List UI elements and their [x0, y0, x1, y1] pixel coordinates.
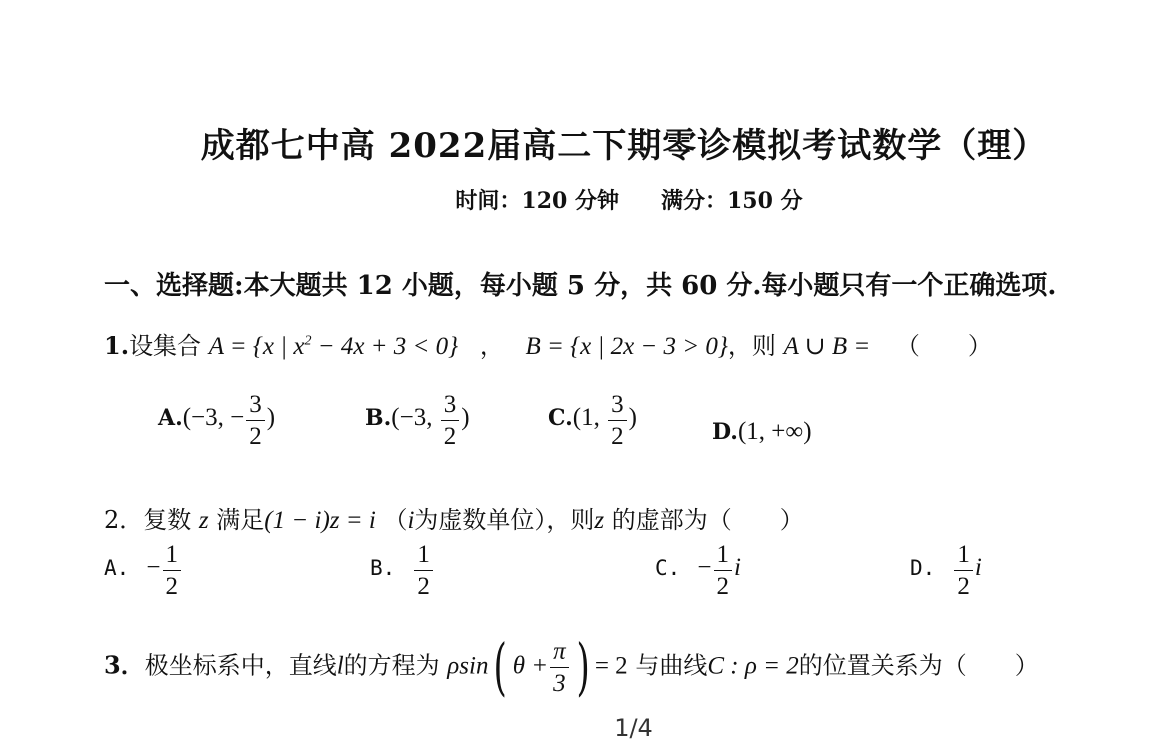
question-number: 2．复数: [104, 506, 192, 534]
q2-option-b: B. $\frac{1}{2}$: [370, 542, 435, 599]
page-number: 1/4: [614, 714, 653, 742]
option-label: B.: [365, 405, 392, 431]
page-title: 成都七中高 2022届高二下期零诊模拟考试数学（理）: [200, 126, 1048, 166]
option-label: D.: [910, 556, 936, 580]
q2-option-d: D. $\frac{1}{2}$ i: [910, 541, 982, 600]
question-text: ，则: [727, 332, 776, 360]
answer-paren: （ ）: [895, 332, 992, 360]
set-b: B = {x | 2x − 3 > 0}: [525, 333, 728, 360]
q2-option-a: A. − $\frac{1}{2}$: [104, 542, 183, 599]
question-2: 2．复数 z 满足(1 − i)z = i （i为虚数单位），则z 的虚部为（ ）: [104, 506, 804, 534]
q1-option-b: B.(−3, $\frac{3}{2}$ ): [365, 391, 470, 450]
exam-time: 时间：120 分钟: [455, 188, 619, 214]
q1-option-d: D.(1, +∞): [712, 418, 812, 445]
option-label: C.: [548, 405, 573, 431]
section-heading: 一、选择题:本大题共 12 小题，每小题 5 分，共 60 分.每小题只有一个正确选项.: [104, 271, 1057, 301]
q2-option-c: C. − $\frac{1}{2}$ i: [655, 541, 741, 600]
exam-info: [0, 184, 1175, 215]
curve-equation: C : ρ = 2: [707, 652, 799, 680]
question-1: [104, 326, 992, 361]
option-label: D.: [712, 419, 738, 445]
exam-score: 满分：150 分: [661, 188, 803, 214]
option-label: A.: [158, 405, 183, 431]
equation: (1 − i)z = i: [264, 507, 376, 534]
separator: ，: [479, 332, 504, 360]
polar-equation: ρsin: [447, 652, 489, 680]
question-number: 1.: [104, 331, 130, 360]
set-a: A = {x | $x^2 - 4x + 3 < 0$}: [208, 333, 459, 360]
option-label: C.: [655, 556, 681, 580]
question-number: 3．: [104, 650, 145, 680]
option-label: A.: [104, 556, 130, 580]
q1-option-c: C.(1, $\frac{3}{2}$ ): [548, 391, 637, 450]
q1-option-a: A.(−3, − $\frac{3}{2}$ ): [158, 391, 276, 450]
option-label: B.: [370, 556, 396, 580]
union-expr: A ∪ B =: [783, 333, 871, 360]
question-text: 设集合: [129, 332, 202, 360]
question-3: 3．极坐标系中，直线l的方程为 ρsin( θ + $\frac{\pi}{3}$ ) = 2 与曲线C : ρ = 2的位置关系为（ ）: [104, 630, 1039, 703]
